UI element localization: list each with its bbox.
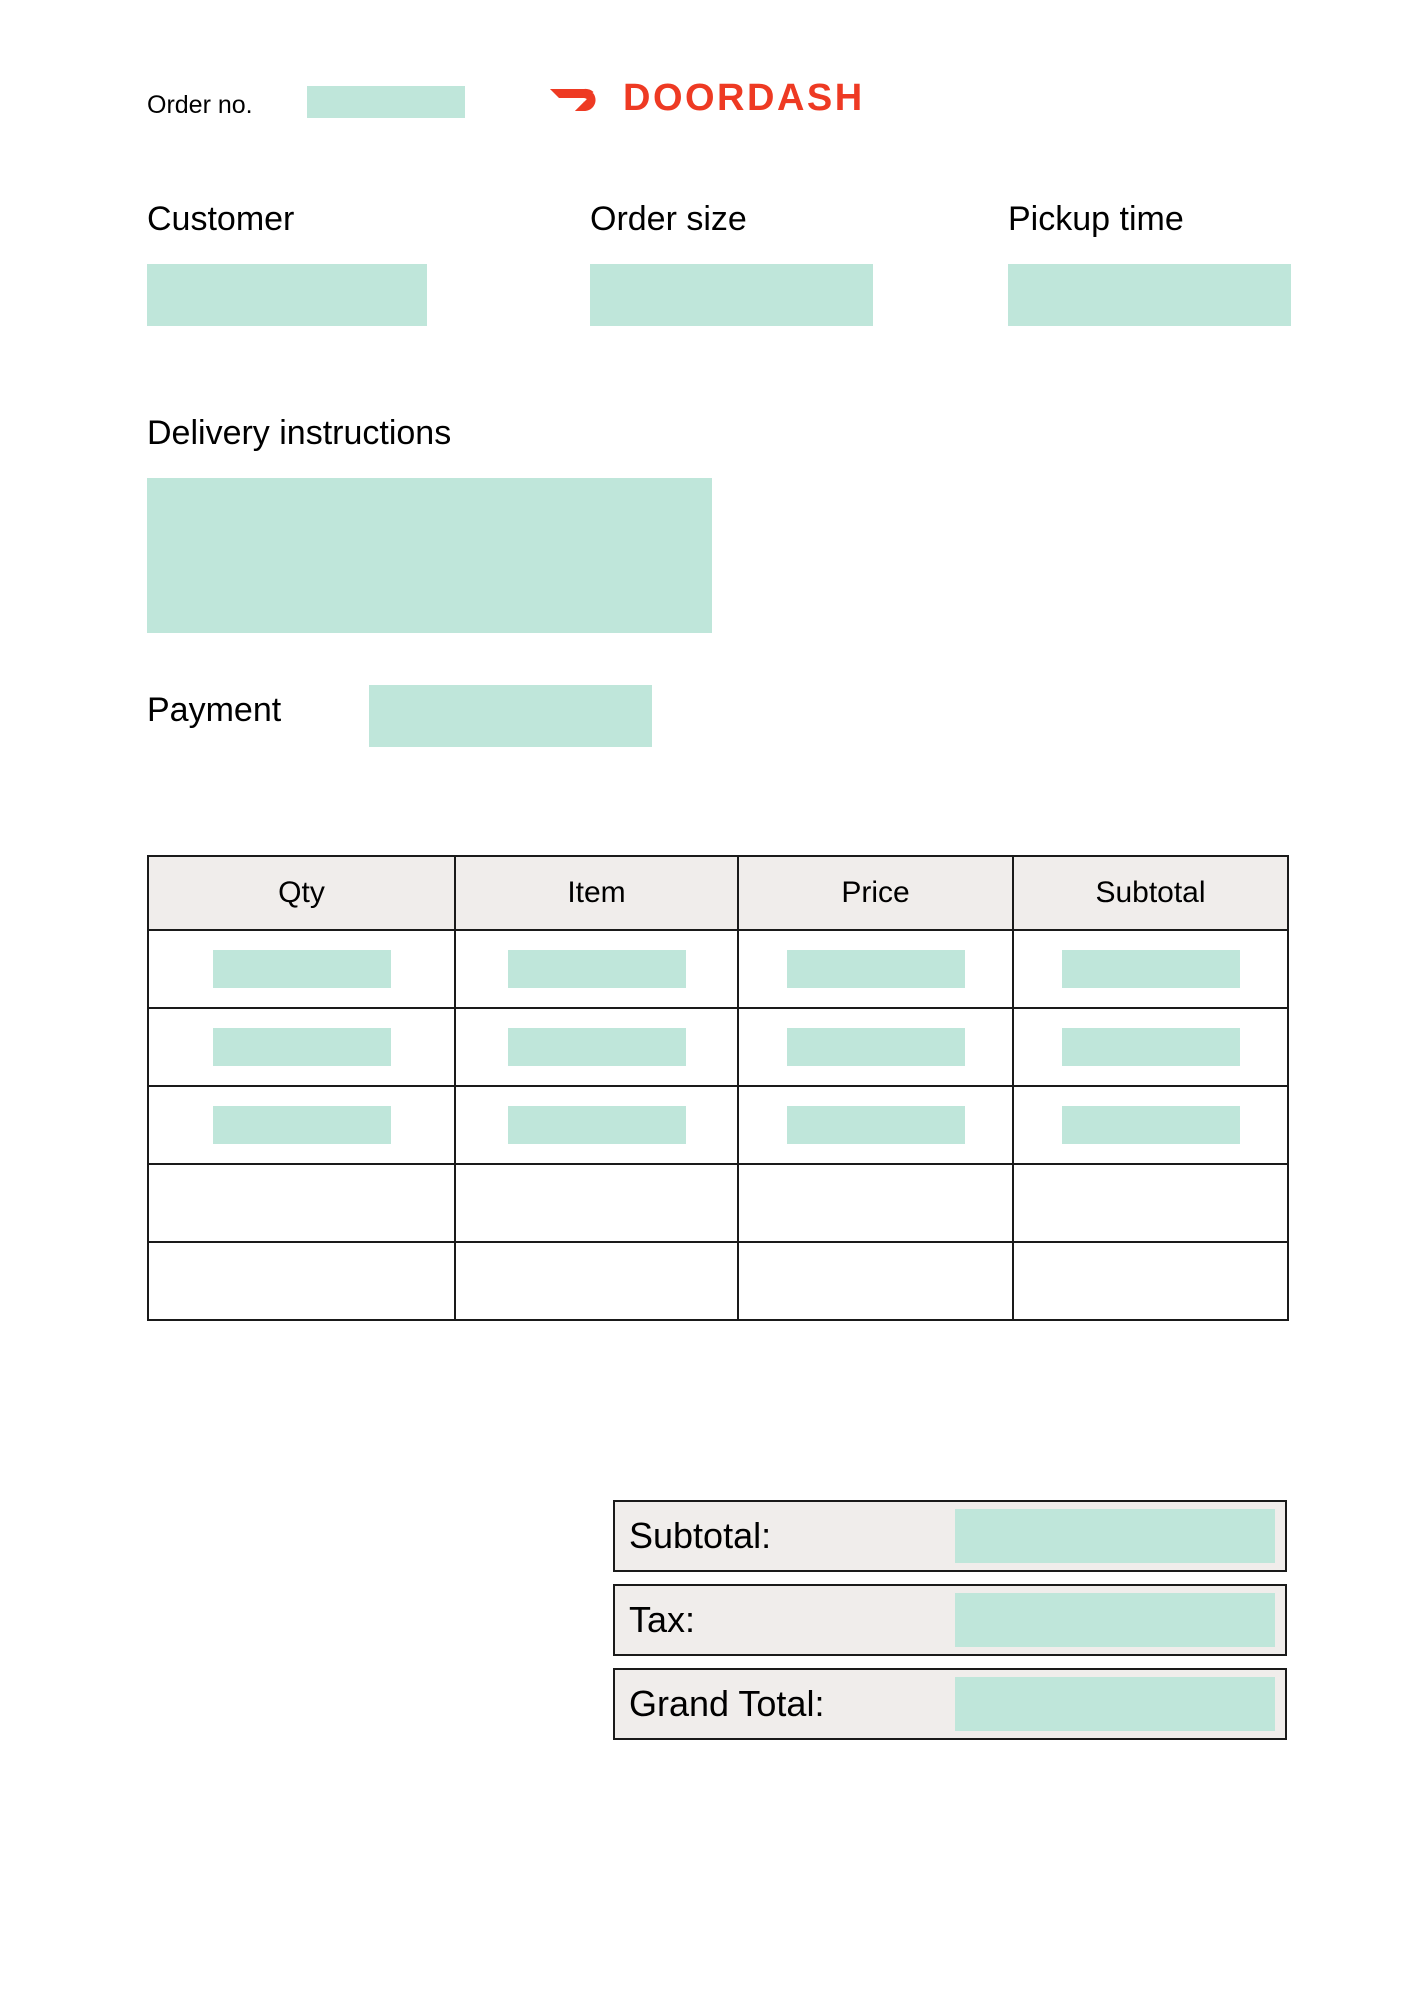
cell-subtotal[interactable] [1013, 1086, 1288, 1164]
column-header-qty: Qty [148, 856, 455, 930]
payment-value[interactable] [369, 685, 652, 747]
delivery-instructions-value[interactable] [147, 478, 712, 633]
cell-price-value[interactable] [787, 1028, 965, 1066]
cell-subtotal-value[interactable] [1062, 1028, 1240, 1066]
column-header-price: Price [738, 856, 1013, 930]
field-customer-label: Customer [147, 200, 295, 238]
field-customer-value[interactable] [147, 264, 427, 326]
field-pickup-time [1008, 198, 1291, 326]
delivery-instructions-label: Delivery instructions [147, 414, 452, 452]
cell-subtotal[interactable] [1013, 930, 1288, 1008]
total-row-tax [613, 1584, 1287, 1656]
total-row-grand-total [613, 1668, 1287, 1740]
cell-price[interactable] [738, 930, 1013, 1008]
order-no-field[interactable] [307, 86, 465, 118]
cell-price-value[interactable] [787, 1106, 965, 1144]
column-header-subtotal: Subtotal [1013, 856, 1288, 930]
cell-item[interactable] [455, 1164, 738, 1242]
table-row [148, 1008, 1288, 1086]
total-tax-value[interactable] [955, 1593, 1275, 1647]
cell-qty[interactable] [148, 930, 455, 1008]
total-tax-label: Tax: [629, 1599, 696, 1640]
cell-price-value[interactable] [787, 950, 965, 988]
table-row [148, 1242, 1288, 1320]
cell-qty-value[interactable] [213, 1028, 391, 1066]
summary-fields [147, 198, 1287, 348]
cell-price[interactable] [738, 1164, 1013, 1242]
totals-block [613, 1500, 1287, 1752]
table-row [148, 930, 1288, 1008]
total-row-subtotal [613, 1500, 1287, 1572]
order-no-label: Order no. [147, 91, 253, 119]
field-order-size-value[interactable] [590, 264, 873, 326]
brand-wordmark: DOORDASH [623, 77, 865, 119]
doordash-logo [547, 78, 865, 118]
cell-item[interactable] [455, 1086, 738, 1164]
cell-price[interactable] [738, 1242, 1013, 1320]
cell-subtotal[interactable] [1013, 1242, 1288, 1320]
cell-qty[interactable] [148, 1008, 455, 1086]
field-order-size [590, 198, 873, 326]
cell-item-value[interactable] [508, 950, 686, 988]
cell-item-value[interactable] [508, 1028, 686, 1066]
column-header-item: Item [455, 856, 738, 930]
cell-subtotal-value[interactable] [1062, 1106, 1240, 1144]
cell-price[interactable] [738, 1008, 1013, 1086]
cell-qty[interactable] [148, 1242, 455, 1320]
cell-item[interactable] [455, 1242, 738, 1320]
total-grand-total-label: Grand Total: [629, 1683, 825, 1724]
items-table [147, 855, 1289, 1321]
cell-item[interactable] [455, 1008, 738, 1086]
table-row [148, 1086, 1288, 1164]
cell-price[interactable] [738, 1086, 1013, 1164]
field-pickup-time-value[interactable] [1008, 264, 1291, 326]
payment-row [147, 685, 707, 747]
cell-subtotal-value[interactable] [1062, 950, 1240, 988]
total-subtotal-label: Subtotal: [629, 1515, 772, 1556]
total-subtotal-value[interactable] [955, 1509, 1275, 1563]
field-customer [147, 198, 427, 326]
payment-label: Payment [147, 691, 282, 729]
doordash-dash-icon [547, 78, 605, 118]
delivery-instructions [147, 412, 717, 633]
total-grand-total-value[interactable] [955, 1677, 1275, 1731]
document-header [147, 77, 1267, 128]
cell-item-value[interactable] [508, 1106, 686, 1144]
table-header-row [148, 856, 1288, 930]
table-row [148, 1164, 1288, 1242]
cell-item[interactable] [455, 930, 738, 1008]
field-order-size-label: Order size [590, 200, 747, 238]
cell-qty-value[interactable] [213, 950, 391, 988]
cell-subtotal[interactable] [1013, 1008, 1288, 1086]
cell-qty[interactable] [148, 1086, 455, 1164]
field-pickup-time-label: Pickup time [1008, 200, 1184, 238]
cell-qty[interactable] [148, 1164, 455, 1242]
cell-qty-value[interactable] [213, 1106, 391, 1144]
cell-subtotal[interactable] [1013, 1164, 1288, 1242]
